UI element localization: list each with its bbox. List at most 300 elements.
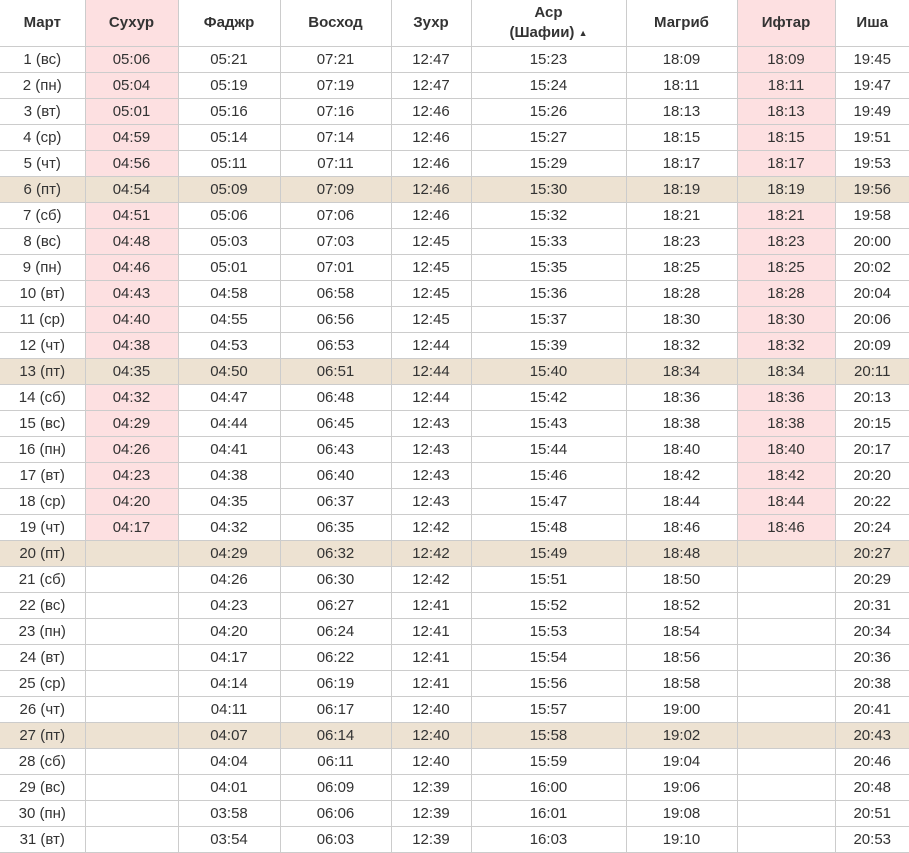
cell-fajr: 04:55 <box>178 307 280 333</box>
cell-fajr: 05:03 <box>178 229 280 255</box>
cell-sunrise: 07:03 <box>280 229 391 255</box>
cell-day: 9 (пн) <box>0 255 85 281</box>
cell-maghrib: 18:50 <box>626 567 737 593</box>
cell-asr: 15:37 <box>471 307 626 333</box>
cell-maghrib: 19:06 <box>626 775 737 801</box>
cell-day: 28 (сб) <box>0 749 85 775</box>
cell-maghrib: 18:58 <box>626 671 737 697</box>
cell-sunrise: 06:17 <box>280 697 391 723</box>
cell-isha: 20:34 <box>835 619 909 645</box>
cell-sunrise: 06:45 <box>280 411 391 437</box>
cell-isha: 20:51 <box>835 801 909 827</box>
cell-dhuhr: 12:43 <box>391 437 471 463</box>
cell-iftar <box>737 801 835 827</box>
cell-asr: 15:27 <box>471 125 626 151</box>
cell-iftar <box>737 593 835 619</box>
table-row <box>0 489 909 515</box>
table-row <box>0 411 909 437</box>
cell-asr: 15:52 <box>471 593 626 619</box>
cell-maghrib: 18:56 <box>626 645 737 671</box>
cell-sunrise: 06:06 <box>280 801 391 827</box>
cell-sunrise: 06:51 <box>280 359 391 385</box>
header-sunrise[interactable]: Восход <box>280 0 391 47</box>
table-row <box>0 645 909 671</box>
cell-day: 31 (вт) <box>0 827 85 853</box>
cell-suhur: 04:59 <box>85 125 178 151</box>
cell-asr: 15:40 <box>471 359 626 385</box>
cell-day: 18 (ср) <box>0 489 85 515</box>
table-row <box>0 203 909 229</box>
cell-day: 22 (вс) <box>0 593 85 619</box>
cell-sunrise: 06:24 <box>280 619 391 645</box>
cell-asr: 15:36 <box>471 281 626 307</box>
cell-dhuhr: 12:46 <box>391 151 471 177</box>
cell-maghrib: 18:25 <box>626 255 737 281</box>
cell-isha: 20:13 <box>835 385 909 411</box>
cell-dhuhr: 12:46 <box>391 203 471 229</box>
table-row <box>0 827 909 853</box>
cell-maghrib: 18:48 <box>626 541 737 567</box>
cell-asr: 15:47 <box>471 489 626 515</box>
cell-maghrib: 18:17 <box>626 151 737 177</box>
cell-maghrib: 18:36 <box>626 385 737 411</box>
cell-fajr: 04:35 <box>178 489 280 515</box>
table-row <box>0 47 909 73</box>
cell-suhur <box>85 827 178 853</box>
cell-asr: 15:57 <box>471 697 626 723</box>
table-row <box>0 541 909 567</box>
cell-maghrib: 18:19 <box>626 177 737 203</box>
cell-sunrise: 06:35 <box>280 515 391 541</box>
cell-isha: 19:47 <box>835 73 909 99</box>
cell-dhuhr: 12:43 <box>391 463 471 489</box>
cell-iftar: 18:38 <box>737 411 835 437</box>
cell-day: 29 (вс) <box>0 775 85 801</box>
cell-iftar: 18:21 <box>737 203 835 229</box>
cell-dhuhr: 12:44 <box>391 333 471 359</box>
cell-asr: 15:29 <box>471 151 626 177</box>
cell-sunrise: 06:27 <box>280 593 391 619</box>
cell-suhur: 04:23 <box>85 463 178 489</box>
cell-fajr: 05:09 <box>178 177 280 203</box>
cell-maghrib: 19:02 <box>626 723 737 749</box>
cell-dhuhr: 12:43 <box>391 411 471 437</box>
cell-day: 19 (чт) <box>0 515 85 541</box>
cell-fajr: 05:21 <box>178 47 280 73</box>
cell-fajr: 04:01 <box>178 775 280 801</box>
cell-maghrib: 18:15 <box>626 125 737 151</box>
cell-day: 12 (чт) <box>0 333 85 359</box>
cell-asr: 15:32 <box>471 203 626 229</box>
cell-iftar <box>737 619 835 645</box>
cell-day: 21 (сб) <box>0 567 85 593</box>
cell-asr: 15:23 <box>471 47 626 73</box>
cell-isha: 20:38 <box>835 671 909 697</box>
cell-day: 13 (пт) <box>0 359 85 385</box>
cell-maghrib: 18:38 <box>626 411 737 437</box>
cell-fajr: 04:11 <box>178 697 280 723</box>
cell-asr: 15:33 <box>471 229 626 255</box>
cell-sunrise: 06:09 <box>280 775 391 801</box>
cell-iftar: 18:11 <box>737 73 835 99</box>
cell-isha: 19:53 <box>835 151 909 177</box>
header-asr-subtitle: (Шафии) <box>509 23 575 41</box>
cell-suhur: 04:32 <box>85 385 178 411</box>
cell-asr: 15:53 <box>471 619 626 645</box>
cell-iftar: 18:30 <box>737 307 835 333</box>
cell-day: 24 (вт) <box>0 645 85 671</box>
cell-isha: 20:22 <box>835 489 909 515</box>
cell-suhur: 04:56 <box>85 151 178 177</box>
table-row <box>0 749 909 775</box>
cell-sunrise: 07:14 <box>280 125 391 151</box>
cell-dhuhr: 12:39 <box>391 827 471 853</box>
cell-dhuhr: 12:45 <box>391 255 471 281</box>
cell-sunrise: 06:43 <box>280 437 391 463</box>
cell-sunrise: 07:09 <box>280 177 391 203</box>
cell-maghrib: 18:54 <box>626 619 737 645</box>
cell-isha: 20:24 <box>835 515 909 541</box>
table-row <box>0 255 909 281</box>
cell-isha: 19:56 <box>835 177 909 203</box>
cell-isha: 20:17 <box>835 437 909 463</box>
cell-maghrib: 18:11 <box>626 73 737 99</box>
cell-suhur: 04:17 <box>85 515 178 541</box>
cell-dhuhr: 12:46 <box>391 99 471 125</box>
cell-maghrib: 18:46 <box>626 515 737 541</box>
cell-maghrib: 19:04 <box>626 749 737 775</box>
cell-iftar <box>737 723 835 749</box>
cell-suhur <box>85 801 178 827</box>
cell-fajr: 05:06 <box>178 203 280 229</box>
cell-iftar: 18:13 <box>737 99 835 125</box>
cell-isha: 19:49 <box>835 99 909 125</box>
sort-ascending-icon[interactable]: ▲ <box>578 28 588 39</box>
cell-asr: 16:00 <box>471 775 626 801</box>
cell-isha: 20:31 <box>835 593 909 619</box>
cell-suhur: 04:35 <box>85 359 178 385</box>
header-suhur[interactable]: Сухур <box>85 0 178 47</box>
cell-sunrise: 06:48 <box>280 385 391 411</box>
cell-suhur: 04:54 <box>85 177 178 203</box>
header-month[interactable]: Март <box>0 0 85 47</box>
cell-dhuhr: 12:45 <box>391 307 471 333</box>
cell-iftar: 18:34 <box>737 359 835 385</box>
cell-asr: 15:49 <box>471 541 626 567</box>
cell-fajr: 05:01 <box>178 255 280 281</box>
cell-isha: 19:45 <box>835 47 909 73</box>
cell-dhuhr: 12:40 <box>391 697 471 723</box>
table-row <box>0 307 909 333</box>
cell-fajr: 05:19 <box>178 73 280 99</box>
header-iftar[interactable]: Ифтар <box>737 0 835 47</box>
cell-dhuhr: 12:40 <box>391 723 471 749</box>
cell-iftar: 18:40 <box>737 437 835 463</box>
header-isha[interactable]: Иша <box>835 0 909 47</box>
cell-sunrise: 07:21 <box>280 47 391 73</box>
cell-isha: 20:09 <box>835 333 909 359</box>
cell-sunrise: 06:03 <box>280 827 391 853</box>
cell-dhuhr: 12:44 <box>391 359 471 385</box>
cell-dhuhr: 12:45 <box>391 281 471 307</box>
cell-suhur: 04:46 <box>85 255 178 281</box>
cell-asr: 15:39 <box>471 333 626 359</box>
cell-sunrise: 07:11 <box>280 151 391 177</box>
cell-sunrise: 06:53 <box>280 333 391 359</box>
cell-fajr: 05:11 <box>178 151 280 177</box>
cell-fajr: 04:04 <box>178 749 280 775</box>
cell-sunrise: 06:19 <box>280 671 391 697</box>
table-row <box>0 697 909 723</box>
cell-maghrib: 19:10 <box>626 827 737 853</box>
cell-suhur: 04:38 <box>85 333 178 359</box>
cell-asr: 15:30 <box>471 177 626 203</box>
cell-dhuhr: 12:46 <box>391 125 471 151</box>
cell-isha: 20:41 <box>835 697 909 723</box>
cell-fajr: 04:14 <box>178 671 280 697</box>
cell-asr: 15:51 <box>471 567 626 593</box>
cell-suhur <box>85 749 178 775</box>
cell-iftar <box>737 541 835 567</box>
cell-maghrib: 18:32 <box>626 333 737 359</box>
cell-asr: 16:03 <box>471 827 626 853</box>
cell-isha: 19:58 <box>835 203 909 229</box>
cell-dhuhr: 12:41 <box>391 671 471 697</box>
cell-isha: 20:48 <box>835 775 909 801</box>
cell-iftar <box>737 775 835 801</box>
header-fajr[interactable]: Фаджр <box>178 0 280 47</box>
header-asr[interactable] <box>471 0 626 47</box>
cell-iftar <box>737 697 835 723</box>
cell-iftar <box>737 749 835 775</box>
cell-isha: 20:53 <box>835 827 909 853</box>
table-row <box>0 229 909 255</box>
cell-fajr: 04:29 <box>178 541 280 567</box>
cell-sunrise: 06:22 <box>280 645 391 671</box>
cell-maghrib: 18:44 <box>626 489 737 515</box>
table-row <box>0 723 909 749</box>
table-row <box>0 177 909 203</box>
cell-maghrib: 19:00 <box>626 697 737 723</box>
cell-maghrib: 19:08 <box>626 801 737 827</box>
cell-fajr: 04:50 <box>178 359 280 385</box>
cell-fajr: 04:07 <box>178 723 280 749</box>
cell-maghrib: 18:21 <box>626 203 737 229</box>
cell-isha: 20:04 <box>835 281 909 307</box>
cell-fajr: 04:47 <box>178 385 280 411</box>
cell-isha: 20:15 <box>835 411 909 437</box>
cell-asr: 15:24 <box>471 73 626 99</box>
cell-asr: 15:46 <box>471 463 626 489</box>
header-maghrib[interactable]: Магриб <box>626 0 737 47</box>
cell-isha: 20:11 <box>835 359 909 385</box>
table-row <box>0 385 909 411</box>
cell-suhur: 05:01 <box>85 99 178 125</box>
cell-fajr: 05:14 <box>178 125 280 151</box>
cell-dhuhr: 12:47 <box>391 73 471 99</box>
cell-maghrib: 18:52 <box>626 593 737 619</box>
cell-iftar: 18:15 <box>737 125 835 151</box>
cell-day: 7 (сб) <box>0 203 85 229</box>
cell-day: 25 (ср) <box>0 671 85 697</box>
table-body <box>0 47 909 853</box>
cell-iftar <box>737 827 835 853</box>
cell-isha: 20:46 <box>835 749 909 775</box>
cell-suhur <box>85 567 178 593</box>
cell-day: 1 (вс) <box>0 47 85 73</box>
cell-iftar: 18:32 <box>737 333 835 359</box>
cell-suhur <box>85 671 178 697</box>
table-row <box>0 619 909 645</box>
cell-suhur: 04:43 <box>85 281 178 307</box>
cell-iftar <box>737 567 835 593</box>
cell-asr: 16:01 <box>471 801 626 827</box>
table-row <box>0 463 909 489</box>
cell-suhur <box>85 697 178 723</box>
cell-sunrise: 06:40 <box>280 463 391 489</box>
cell-iftar: 18:17 <box>737 151 835 177</box>
cell-fajr: 03:54 <box>178 827 280 853</box>
cell-sunrise: 06:11 <box>280 749 391 775</box>
cell-day: 23 (пн) <box>0 619 85 645</box>
cell-day: 20 (пт) <box>0 541 85 567</box>
cell-asr: 15:44 <box>471 437 626 463</box>
cell-isha: 20:02 <box>835 255 909 281</box>
cell-maghrib: 18:28 <box>626 281 737 307</box>
cell-suhur: 04:29 <box>85 411 178 437</box>
cell-day: 3 (вт) <box>0 99 85 125</box>
cell-day: 11 (ср) <box>0 307 85 333</box>
cell-sunrise: 06:30 <box>280 567 391 593</box>
cell-dhuhr: 12:44 <box>391 385 471 411</box>
cell-iftar <box>737 645 835 671</box>
cell-dhuhr: 12:40 <box>391 749 471 775</box>
cell-day: 4 (ср) <box>0 125 85 151</box>
cell-isha: 20:29 <box>835 567 909 593</box>
cell-day: 5 (чт) <box>0 151 85 177</box>
cell-dhuhr: 12:42 <box>391 541 471 567</box>
cell-isha: 20:00 <box>835 229 909 255</box>
cell-maghrib: 18:34 <box>626 359 737 385</box>
cell-asr: 15:26 <box>471 99 626 125</box>
table-row <box>0 333 909 359</box>
cell-suhur <box>85 775 178 801</box>
header-asr-label: Аср <box>534 3 563 21</box>
cell-asr: 15:54 <box>471 645 626 671</box>
cell-sunrise: 06:32 <box>280 541 391 567</box>
cell-day: 17 (вт) <box>0 463 85 489</box>
table-row <box>0 801 909 827</box>
cell-day: 10 (вт) <box>0 281 85 307</box>
cell-iftar: 18:19 <box>737 177 835 203</box>
table-row <box>0 99 909 125</box>
cell-maghrib: 18:13 <box>626 99 737 125</box>
cell-sunrise: 07:01 <box>280 255 391 281</box>
cell-iftar: 18:25 <box>737 255 835 281</box>
cell-fajr: 03:58 <box>178 801 280 827</box>
cell-iftar: 18:23 <box>737 229 835 255</box>
table-row <box>0 437 909 463</box>
cell-iftar: 18:44 <box>737 489 835 515</box>
table-row <box>0 281 909 307</box>
table-row <box>0 775 909 801</box>
cell-suhur: 05:06 <box>85 47 178 73</box>
cell-maghrib: 18:40 <box>626 437 737 463</box>
cell-asr: 15:59 <box>471 749 626 775</box>
table-row <box>0 151 909 177</box>
cell-asr: 15:35 <box>471 255 626 281</box>
cell-asr: 15:56 <box>471 671 626 697</box>
cell-suhur: 04:51 <box>85 203 178 229</box>
cell-isha: 20:27 <box>835 541 909 567</box>
cell-fajr: 04:20 <box>178 619 280 645</box>
cell-fajr: 04:32 <box>178 515 280 541</box>
header-row <box>0 0 909 47</box>
cell-suhur <box>85 541 178 567</box>
cell-maghrib: 18:23 <box>626 229 737 255</box>
cell-iftar: 18:36 <box>737 385 835 411</box>
cell-fajr: 04:41 <box>178 437 280 463</box>
cell-suhur <box>85 645 178 671</box>
cell-iftar <box>737 671 835 697</box>
cell-asr: 15:48 <box>471 515 626 541</box>
cell-maghrib: 18:30 <box>626 307 737 333</box>
cell-iftar: 18:42 <box>737 463 835 489</box>
cell-fajr: 04:26 <box>178 567 280 593</box>
cell-iftar: 18:09 <box>737 47 835 73</box>
cell-dhuhr: 12:45 <box>391 229 471 255</box>
cell-asr: 15:42 <box>471 385 626 411</box>
cell-dhuhr: 12:39 <box>391 801 471 827</box>
cell-asr: 15:43 <box>471 411 626 437</box>
cell-suhur: 04:40 <box>85 307 178 333</box>
cell-dhuhr: 12:41 <box>391 619 471 645</box>
cell-fajr: 05:16 <box>178 99 280 125</box>
cell-sunrise: 06:56 <box>280 307 391 333</box>
cell-isha: 20:20 <box>835 463 909 489</box>
cell-iftar: 18:28 <box>737 281 835 307</box>
cell-maghrib: 18:09 <box>626 47 737 73</box>
cell-dhuhr: 12:42 <box>391 567 471 593</box>
cell-sunrise: 07:16 <box>280 99 391 125</box>
cell-dhuhr: 12:41 <box>391 593 471 619</box>
cell-day: 30 (пн) <box>0 801 85 827</box>
cell-asr: 15:58 <box>471 723 626 749</box>
cell-fajr: 04:38 <box>178 463 280 489</box>
cell-day: 27 (пт) <box>0 723 85 749</box>
cell-fajr: 04:44 <box>178 411 280 437</box>
table-row <box>0 359 909 385</box>
cell-sunrise: 06:58 <box>280 281 391 307</box>
table-row <box>0 73 909 99</box>
cell-day: 8 (вс) <box>0 229 85 255</box>
cell-day: 16 (пн) <box>0 437 85 463</box>
cell-day: 2 (пн) <box>0 73 85 99</box>
table-row <box>0 567 909 593</box>
cell-day: 6 (пт) <box>0 177 85 203</box>
cell-day: 15 (вс) <box>0 411 85 437</box>
cell-day: 14 (сб) <box>0 385 85 411</box>
cell-dhuhr: 12:39 <box>391 775 471 801</box>
table-row <box>0 125 909 151</box>
cell-sunrise: 07:19 <box>280 73 391 99</box>
cell-maghrib: 18:42 <box>626 463 737 489</box>
cell-suhur <box>85 593 178 619</box>
table-row <box>0 593 909 619</box>
cell-isha: 20:36 <box>835 645 909 671</box>
header-dhuhr[interactable]: Зухр <box>391 0 471 47</box>
cell-suhur: 04:48 <box>85 229 178 255</box>
